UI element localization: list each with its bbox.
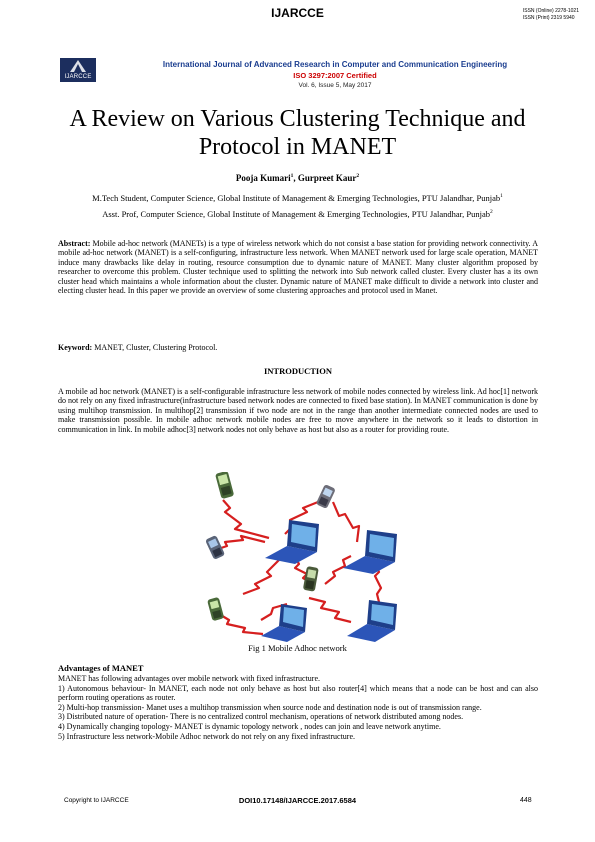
affiliation-2-sup: 2: [490, 209, 493, 216]
issn-print: ISSN (Print) 2319 5940: [522, 15, 575, 21]
laptop-icon: [261, 604, 307, 642]
intro-heading: INTRODUCTION: [263, 366, 332, 376]
iso-certification: ISO 3297:2007 Certified: [293, 71, 377, 80]
footer-doi: DOI10.17148/IJARCCE.2017.6584: [238, 796, 357, 805]
link-7: [325, 556, 351, 584]
author-1: Pooja Kumari: [235, 173, 291, 183]
link-6: [333, 502, 359, 542]
affiliation-1-text: M.Tech Student, Computer Science, Global Institute of Management & Emerging Technologies, PTU Jalandhar, Punjab: [92, 193, 501, 203]
affiliation-2: [55, 209, 540, 219]
laptop-icon: [347, 600, 397, 642]
issn-block: [523, 8, 579, 22]
link-2: [215, 536, 265, 550]
author-2-sup: 2: [356, 173, 360, 179]
paper-title: [40, 105, 555, 161]
journal-brand: IJARCCE: [271, 6, 324, 20]
title-line-2: Protocol in MANET: [198, 134, 397, 160]
advantages-heading: Advantages of MANET: [58, 663, 144, 673]
link-9: [309, 598, 351, 622]
author-separator: ,: [293, 173, 298, 183]
abstract: [58, 239, 538, 295]
logo-label: IJARCCE: [64, 74, 92, 80]
mobile-phone-icon: [316, 484, 336, 509]
volume-issue: Vol. 6, Issue 5, May 2017: [298, 82, 372, 89]
author-2: Gurpreet Kaur: [297, 173, 357, 183]
advantages-list: [58, 674, 538, 741]
journal-name: International Journal of Advanced Research in Computer and Communication Engineering: [162, 60, 508, 69]
advantages-intro: MANET has following advantages over mobile network with fixed infrastructure.: [58, 674, 321, 683]
abstract-label: Abstract:: [58, 239, 91, 248]
advantage-item: 4) Dynamically changing topology- MANET is dynamic topology network , nodes can join and leave network anytime.: [58, 721, 441, 731]
affiliation-1: [55, 193, 540, 203]
footer-page-number: 448: [520, 797, 532, 804]
abstract-text: Mobile ad-hoc network (MANETs) is a type of wireless network which do not consist a base station for providing network connectivity. A mobile ad-hoc network (MANET) is a self-configuring, infrastructure less network. When MANET network used for large scale operation, MANET induce many drawbacks like delay in routing, resource consumption due to dynamic nature of MANET. Many cluster algorithm proposed by researcher to overcome this problem. Cluster technique used to splitting the network into Sub network called cluster. Every cluster has a its own cluster head which maintains a whole information about the cluster. Dynamic nature of MANET make difficult to divide a network into cluster and electing cluster head. In this paper we provide an overview of some clustering approaches and protocol used in Manet.: [58, 239, 538, 296]
title-line-1: A Review on Various Clustering Technique and: [69, 106, 526, 132]
author-1-sup: 1: [290, 173, 294, 179]
mobile-phone-icon: [303, 566, 319, 592]
footer-copyright: Copyright to IJARCCE: [64, 797, 129, 804]
laptop-icon: [265, 520, 319, 564]
advantage-item: 1) Autonomous behaviour- In MANET, each node not only behave as host but also router[4] which means that a node can be host and can also perform routing operations as router.: [58, 683, 538, 703]
figure-caption: Fig 1 Mobile Adhoc network: [248, 643, 347, 653]
logo-mark-icon: [70, 60, 86, 72]
affiliation-2-text: Asst. Prof, Computer Science, Global Institute of Management & Emerging Technologies, PTU Jalandhar, Punjab: [102, 209, 491, 219]
journal-logo: [60, 58, 96, 82]
keyword-text: MANET, Cluster, Clustering Protocol.: [92, 343, 218, 352]
keyword-label: Keyword:: [58, 343, 93, 352]
link-10: [219, 614, 263, 634]
author-list: [40, 173, 555, 183]
link-5: [243, 558, 281, 594]
affiliation-1-sup: 1: [500, 193, 503, 200]
issn-online: ISSN (Online) 2278-1021: [522, 8, 579, 14]
intro-paragraph: A mobile ad hoc network (MANET) is a self-configurable infrastructure less network of mobile nodes connected by wireless link. Ad hoc[1] network do not rely on any fixed infrastructure(infrastructure based network nodes are connected to fixed base station). In MANET communication is done by using multihop transmission. In multihop[2] transmission if two node are not in the range than another intermediate connected nodes are used to make transmission possible. In mobile adhoc network mobile nodes are free to move anywhere in the network so it leads to distortion in communication in link. In mobile adhoc[3] network nodes not only behave as host but also as a router for providing route.: [58, 387, 538, 434]
laptop-icon: [343, 530, 397, 574]
manet-figure: [185, 472, 410, 642]
link-1: [223, 500, 269, 538]
advantage-item: 5) Infrastructure less network-Mobile Adhoc network do not rely on any fixed infrastructure.: [58, 731, 356, 741]
mobile-phone-icon: [215, 472, 234, 499]
advantage-item: 2) Multi-hop transmission- Manet uses a multihop transmission when source node and destination node is out of transmission range.: [58, 702, 482, 712]
advantage-item: 3) Distributed nature of operation- There is no centralized control mechanism, operations of network distributed among nodes.: [58, 712, 464, 722]
keywords: [58, 343, 538, 352]
mobile-phone-icon: [207, 597, 224, 621]
